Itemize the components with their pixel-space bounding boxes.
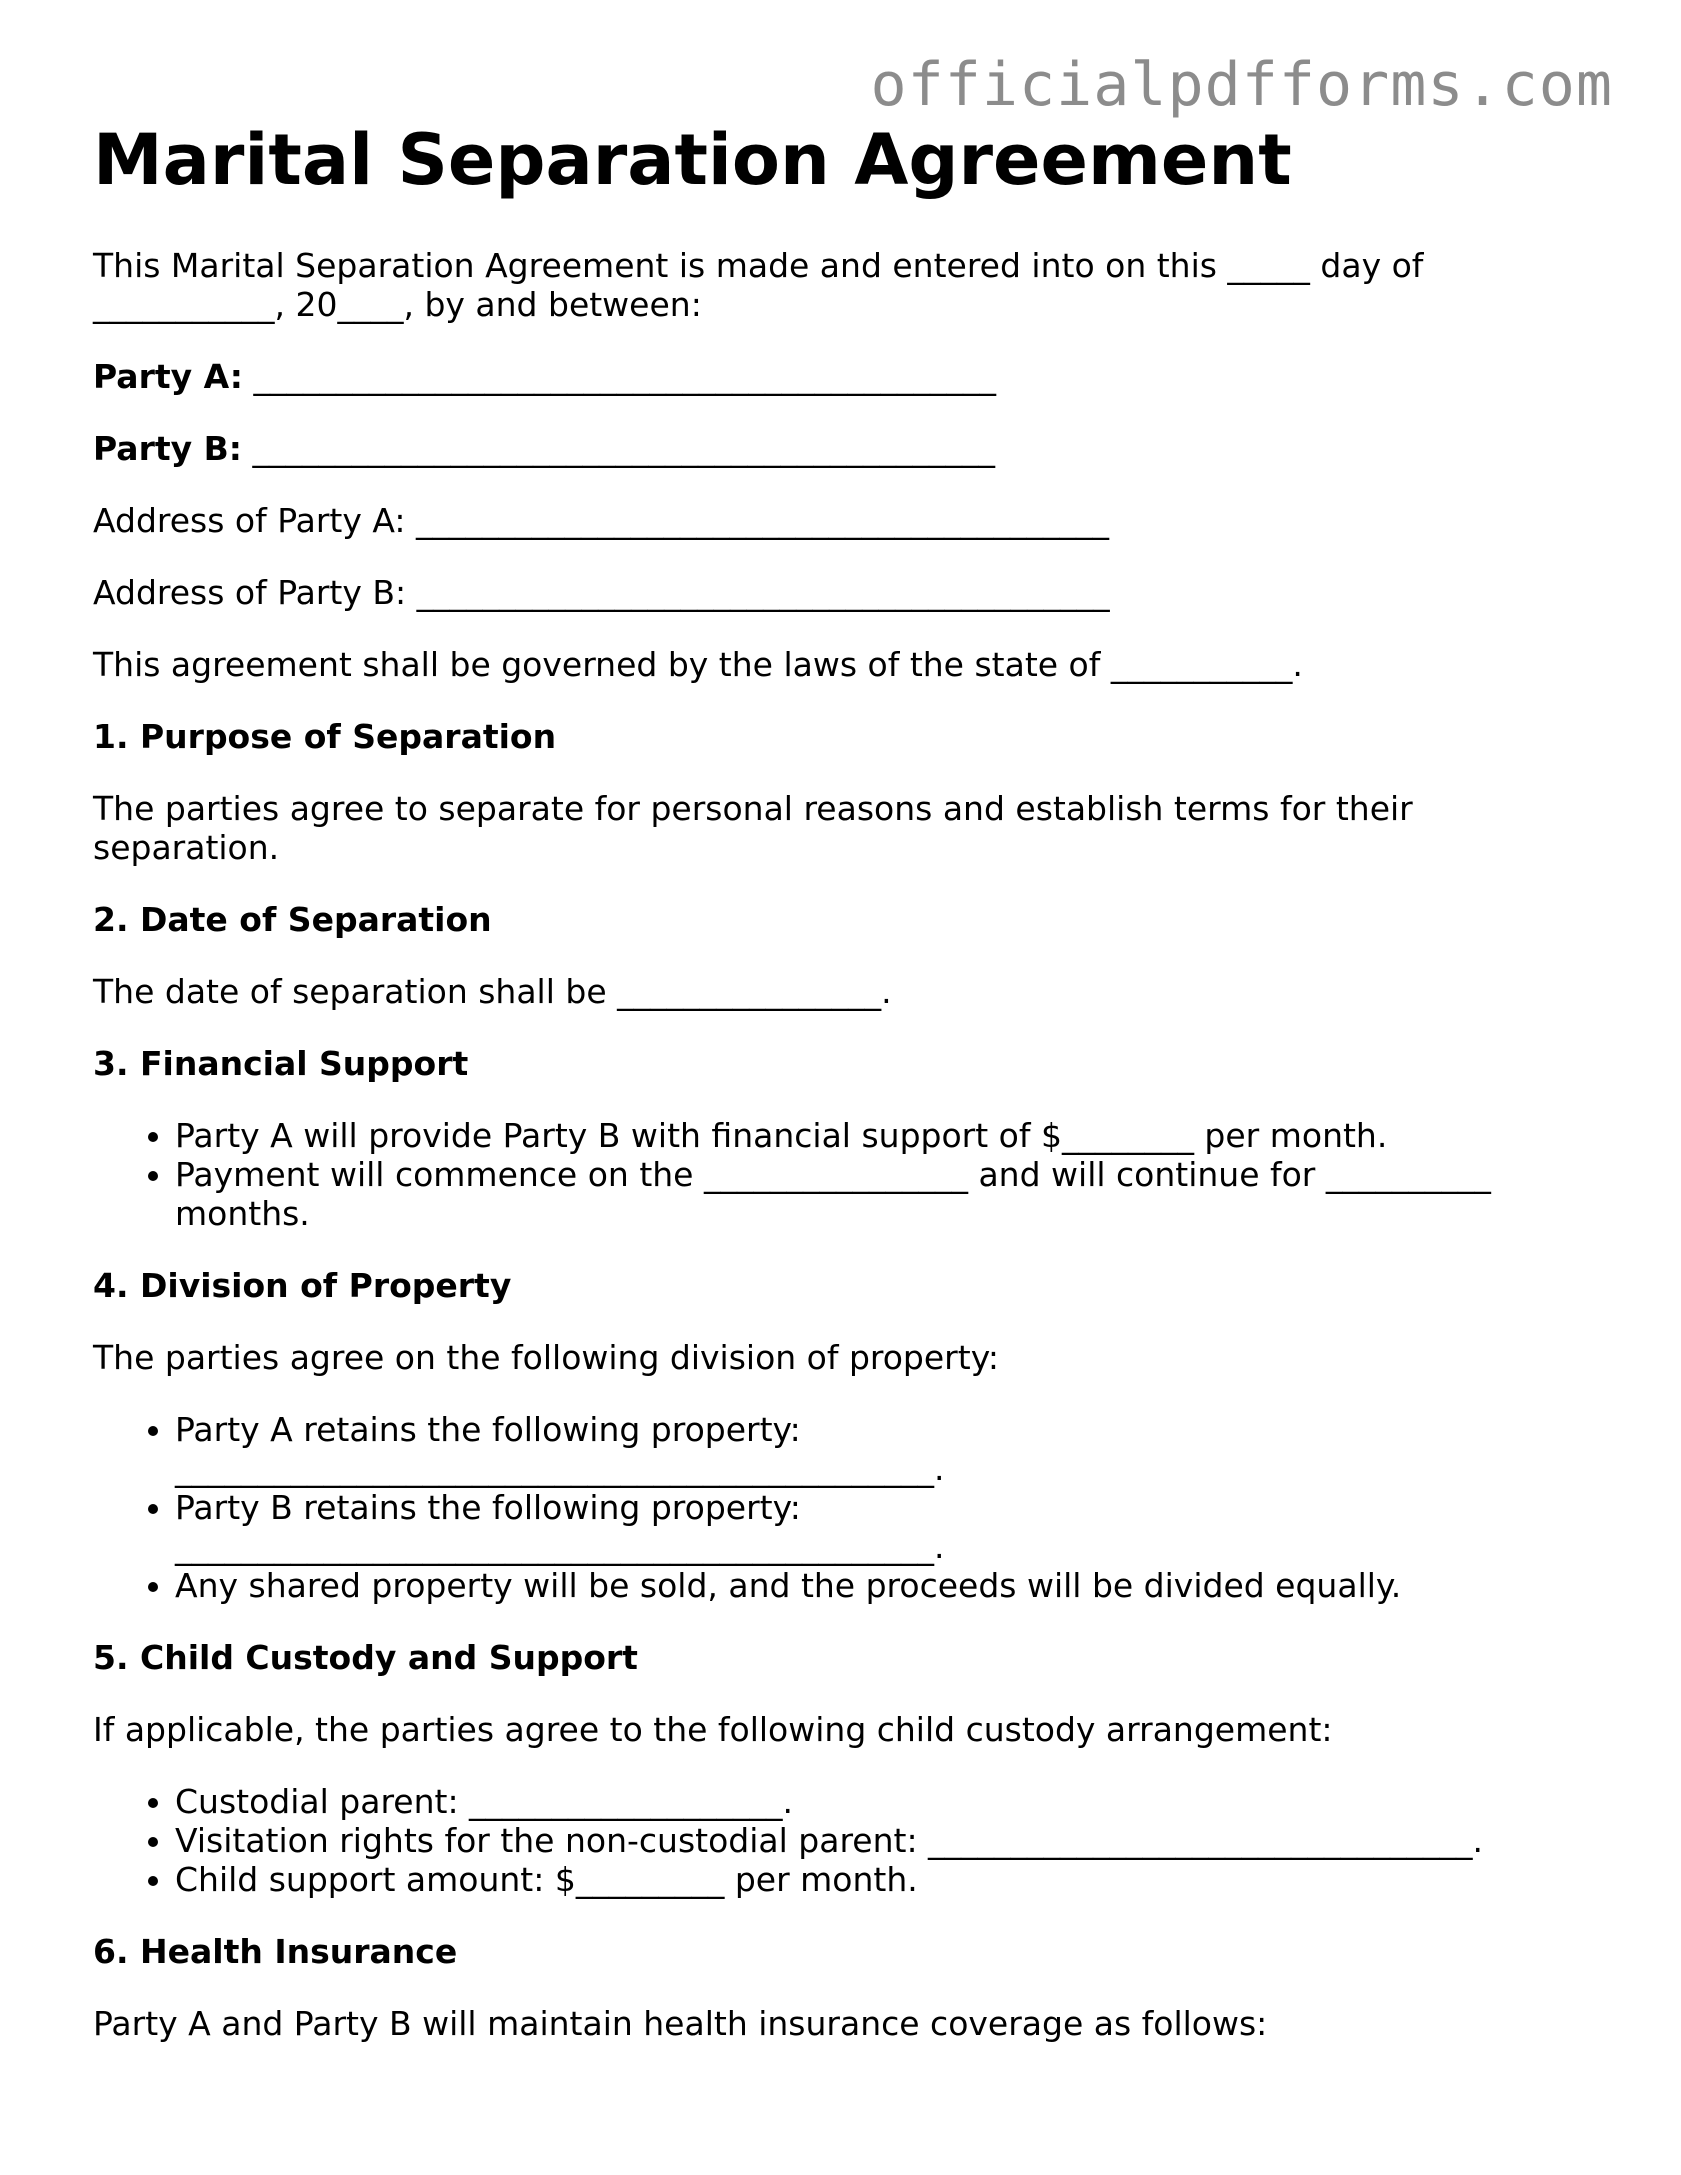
section-4-body: The parties agree on the following division of property: (93, 1338, 999, 1377)
document-page (93, 118, 1543, 2076)
section-2-heading: 2. Date of Separation (93, 900, 492, 939)
list-item (175, 1410, 1543, 1488)
list-item: • Custodial parent: ___________________. (175, 1782, 1543, 1821)
address-party-a: Address of Party A: __________________________________________ (93, 501, 1109, 540)
section-2-body: The date of separation shall be ________________. (93, 972, 892, 1011)
section-6-body: Party A and Party B will maintain health insurance coverage as follows: (93, 2004, 1268, 2043)
list-item-text: Party B retains the following property: ______________________________________________. (175, 1488, 945, 1566)
list-item: • Party A will provide Party B with financial support of $________ per month. (175, 1116, 1543, 1155)
document-title: Marital Separation Agreement (93, 119, 1292, 201)
intro-paragraph: This Marital Separation Agreement is made and entered into on this _____ day of ___________, 20____, by and between: (93, 246, 1424, 324)
list-item: • Payment will commence on the ________________ and will continue for __________ months. (175, 1155, 1543, 1233)
section-1-heading: 1. Purpose of Separation (93, 717, 557, 756)
section-5-heading: 5. Child Custody and Support (93, 1638, 638, 1677)
section-6-heading: 6. Health Insurance (93, 1932, 458, 1971)
address-party-b: Address of Party B: __________________________________________ (93, 573, 1110, 612)
party-b-blank[interactable]: _____________________________________________ (241, 429, 995, 468)
party-a-line (93, 357, 1543, 396)
section-4-heading: 4. Division of Property (93, 1266, 512, 1305)
watermark: officialpdfforms.com (870, 50, 1613, 120)
section-3-list (93, 1116, 1543, 1233)
list-item: • Any shared property will be sold, and the proceeds will be divided equally. (175, 1566, 1543, 1605)
governing-law: This agreement shall be governed by the laws of the state of ___________. (93, 645, 1303, 684)
section-5-body: If applicable, the parties agree to the following child custody arrangement: (93, 1710, 1333, 1749)
list-item: • Visitation rights for the non-custodial parent: _________________________________. (175, 1821, 1543, 1860)
list-item (175, 1488, 1543, 1566)
section-5-list (93, 1782, 1543, 1899)
section-3-heading: 3. Financial Support (93, 1044, 469, 1083)
party-b-line (93, 429, 1543, 468)
list-item-text: Party A retains the following property: ______________________________________________. (175, 1410, 945, 1488)
party-a-blank[interactable]: _____________________________________________ (242, 357, 996, 396)
section-1-body: The parties agree to separate for personal reasons and establish terms for their separation. (93, 789, 1413, 867)
list-item: • Child support amount: $_________ per month. (175, 1860, 1543, 1899)
party-a-label: Party A: (93, 357, 243, 396)
party-b-label: Party B: (93, 429, 242, 468)
section-4-list (93, 1410, 1543, 1605)
